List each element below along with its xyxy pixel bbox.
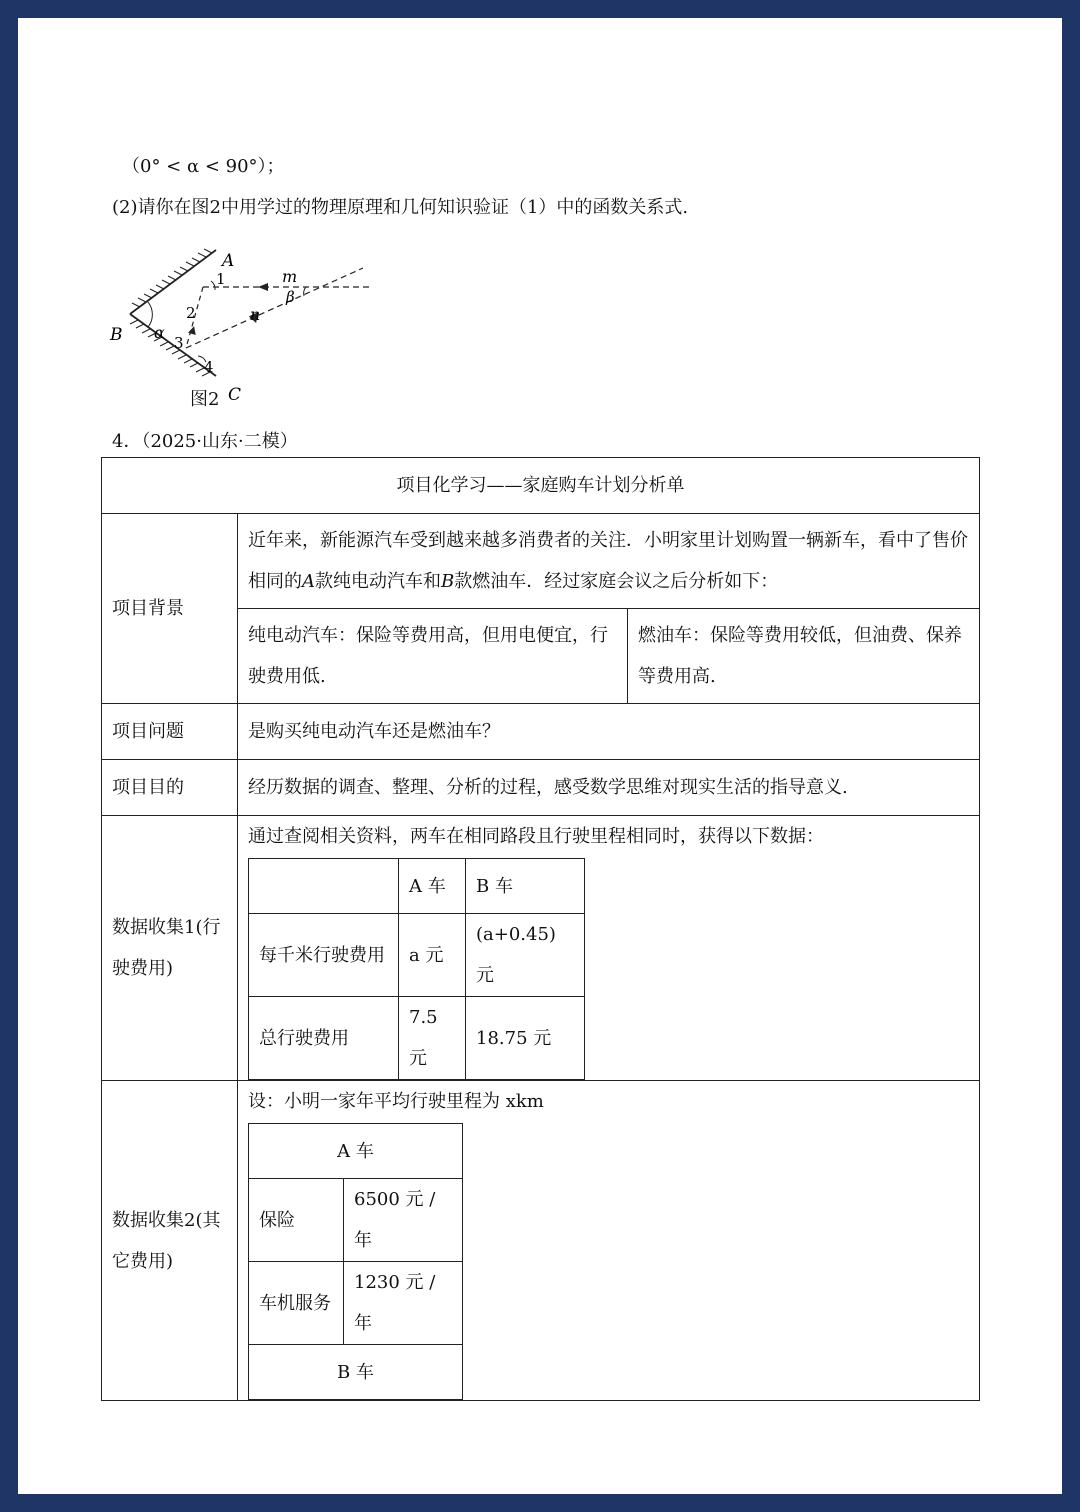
per-km-label: 每千米行驶费用	[249, 914, 399, 997]
fuel-description: 燃油车：保险等费用较低，但油费、保养等费用高.	[628, 609, 980, 704]
label-angle-2: 2	[186, 304, 196, 322]
data2-label: 数据收集2(其它费用)	[102, 1081, 238, 1401]
insurance-value: 6500 元 / 年	[344, 1179, 463, 1262]
background-label: 项目背景	[102, 514, 238, 704]
label-beta: β	[286, 288, 295, 306]
goal-label: 项目目的	[102, 760, 238, 816]
insurance-label: 保险	[249, 1179, 344, 1262]
data2-intro: 设：小明一家年平均行驶里程为 xkm	[248, 1091, 544, 1112]
question-2-text: (2)请你在图2中用学过的物理原理和几何知识验证（1）中的函数关系式.	[112, 197, 689, 218]
reflection-diagram	[108, 230, 378, 410]
figure-caption: 图2	[190, 389, 220, 410]
other-cost-table	[248, 1123, 463, 1400]
table-title: 项目化学习——家庭购车计划分析单	[102, 458, 980, 514]
label-angle-3: 3	[174, 334, 184, 352]
ev-description: 纯电动汽车：保险等费用高，但用电便宜，行驶费用低.	[238, 609, 628, 704]
angle-range-line: （0° < α < 90°）；	[122, 156, 285, 177]
col-a-header: A 车	[399, 859, 466, 914]
background-text: 近年来，新能源汽车受到越来越多消费者的关注．小明家里计划购置一辆新车，看中了售价相同的A款纯电动汽车和B款燃油车．经过家庭会议之后分析如下：	[238, 514, 980, 609]
driving-cost-table	[248, 858, 585, 1080]
total-cost-label: 总行驶费用	[249, 997, 399, 1080]
corner-cell	[249, 859, 399, 914]
label-m: m	[282, 267, 298, 286]
total-cost-a: 7.5 元	[399, 997, 466, 1080]
label-C: C	[228, 385, 242, 405]
label-B: B	[110, 325, 123, 345]
document-page	[18, 18, 1062, 1494]
per-km-b: (a+0.45) 元	[466, 914, 585, 997]
question-label: 项目问题	[102, 704, 238, 760]
project-analysis-table	[101, 457, 980, 1401]
service-label: 车机服务	[249, 1262, 344, 1345]
total-cost-b: 18.75 元	[466, 997, 585, 1080]
goal-text: 经历数据的调查、整理、分析的过程，感受数学思维对现实生活的指导意义.	[238, 760, 980, 816]
data2-cell	[238, 1081, 980, 1401]
label-angle-1: 1	[216, 270, 226, 288]
a-car-header: A 车	[249, 1124, 463, 1179]
data1-intro: 通过查阅相关资料，两车在相同路段且行驶里程相同时，获得以下数据：	[248, 826, 824, 847]
per-km-a: a 元	[399, 914, 466, 997]
label-alpha: α	[154, 323, 165, 342]
label-angle-4: 4	[204, 358, 214, 376]
col-b-header: B 车	[466, 859, 585, 914]
data1-cell	[238, 816, 980, 1081]
label-A: A	[222, 251, 235, 271]
b-car-header: B 车	[249, 1345, 463, 1400]
question-text: 是购买纯电动汽车还是燃油车？	[238, 704, 980, 760]
service-value: 1230 元 / 年	[344, 1262, 463, 1345]
label-n: n	[250, 305, 261, 324]
data1-label: 数据收集1(行驶费用)	[102, 816, 238, 1081]
problem-4-header: 4．（2025·山东·二模）	[112, 431, 298, 452]
